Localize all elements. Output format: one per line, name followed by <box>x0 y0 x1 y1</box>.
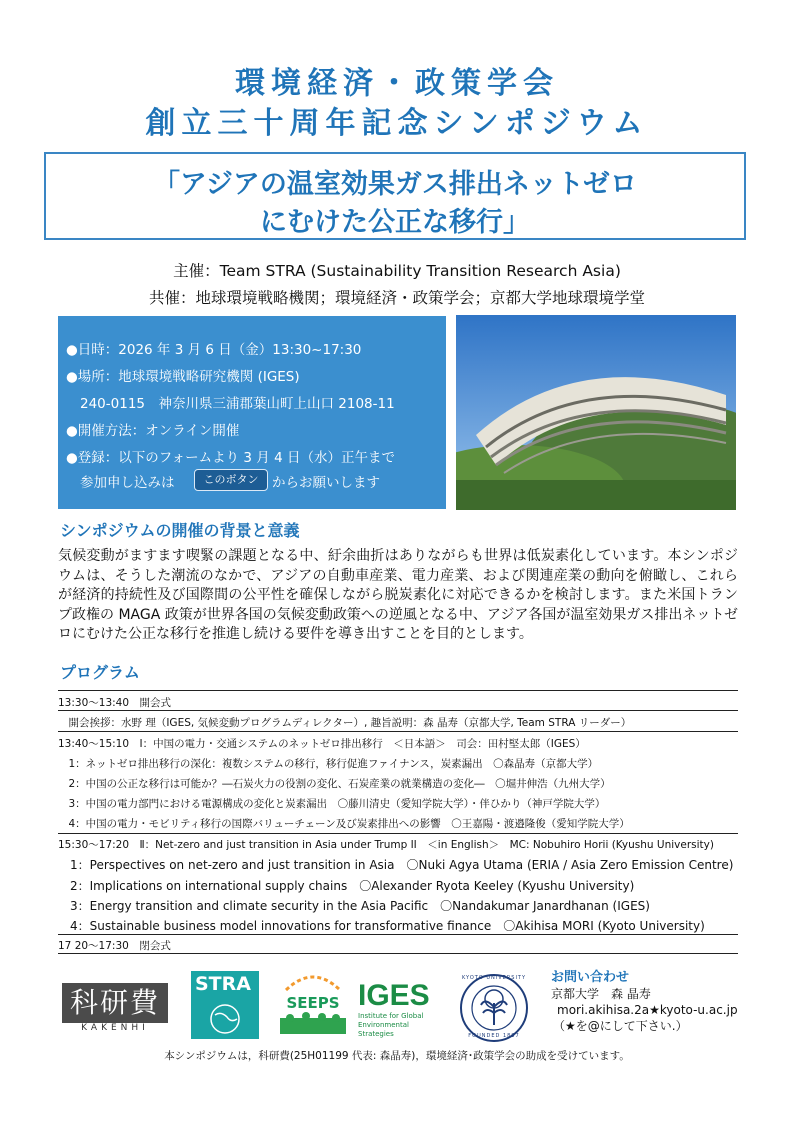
divider <box>58 710 738 711</box>
venue-photo <box>456 315 736 510</box>
page-subtitle: 創立三十周年記念シンポジウム <box>145 106 649 141</box>
kakenhi-logo <box>62 983 168 1035</box>
iges-logo-sub2: Environmental Strategies <box>358 1021 409 1038</box>
background-heading: シンポジウムの開催の背景と意義 <box>60 521 300 540</box>
contact-name: 京都大学 森 晶寿 <box>551 987 651 1001</box>
info-register-pre: 参加申し込みは <box>80 475 175 491</box>
iges-logo-sub1: Institute for Global <box>358 1012 424 1020</box>
theme-box <box>44 152 746 240</box>
contact-block <box>551 970 738 1034</box>
background-text: 気候変動がますます喫緊の課題となる中、紆余曲折はありながらも世界は低炭素化しています。本シンポジウムは、そうした潮流のなかで、アジアの自動車産業、電力産業、および関連産業の動向を俯瞰し、これらが経済的持続性及び国際間の公平性を確保しながら脱炭素化に対応できるかを検討します。また米国トランプ政権の MAGA 政策が世界各国の気候変動政策への逆風となる中、アジア各国が温室効果ガス排出ネットゼロにむけた公正な移行を推進し続ける要件を導き出すことを目的とします。 <box>58 548 738 642</box>
iges-logo-text: IGES <box>358 979 430 1012</box>
theme-line-1: 「アジアの温室効果ガス排出ネットゼロ <box>152 169 638 200</box>
event-info-box <box>58 316 446 509</box>
seeps-logo-text: SEEPS <box>286 994 340 1012</box>
info-register-post: からお願いします <box>272 475 380 491</box>
program-row: 2：Implications on international supply chains 〇Alexander Ryota Keeley (Kyushu University) <box>58 879 635 893</box>
program-row: 1：ネットゼロ排出移行の深化：複数システムの移行，移行促進ファイナンス，炭素漏出 〇森晶寿（京都大学） <box>58 758 599 770</box>
program-row: 3：中国の電力部門における電源構成の変化と炭素漏出 〇藤川清史（愛知学院大学）・伴ひかり（神戸学院大学） <box>58 798 606 810</box>
program-heading: プログラム <box>60 663 140 682</box>
divider <box>58 690 738 691</box>
divider <box>58 934 738 935</box>
program-row: 13:40～15:10 Ⅰ：中国の電力・交通システムのネットゼロ排出移行 ＜日本語＞ 司会：田村堅太郎（IGES） <box>58 738 586 750</box>
seeps-logo <box>276 970 350 1040</box>
organizer: 主催：Team STRA (Sustainability Transition Research Asia) <box>173 262 621 280</box>
page-title: 環境経済・政策学会 <box>235 66 559 101</box>
kyoto-seal-bottom: FOUNDED 1897 <box>468 1033 520 1039</box>
program-row: 15:30～17:20 Ⅱ：Net-zero and just transition in Asia under Trump II ＜in English＞ MC: Nobuhiro Horii (Kyushu University) <box>58 839 714 851</box>
contact-title: お問い合わせ <box>551 970 630 985</box>
program-row: 開会挨拶：水野 理（IGES, 気候変動プログラムディレクター）, 趣旨説明：森 晶寿（京都大学, Team STRA リーダー） <box>58 717 632 729</box>
people-icon <box>276 1012 350 1040</box>
kyoto-seal-top: KYOTO UNIVERSITY <box>461 975 527 981</box>
info-date: ●日時：2026 年 3 月 6 日（金）13:30~17:30 <box>66 342 362 358</box>
contact-email[interactable]: mori.akihisa.2a★kyoto-u.ac.jp <box>557 1003 738 1017</box>
program-row: 17 20～17:30 閉会式 <box>58 940 171 952</box>
kakenhi-logo-sub: KAKENHI <box>81 1023 149 1033</box>
program-row: 4：Sustainable business model innovations for transformative finance 〇Akihisa MORI (Kyoto University) <box>58 919 705 933</box>
program-row: 4：中国の電力・モビリティ移行の国際バリューチェーン及び炭素排出への影響 〇王嘉陽・渡邉隆俊（愛知学院大学） <box>58 818 630 830</box>
globe-icon <box>191 997 259 1037</box>
theme-line-2: にむけた公正な移行」 <box>260 207 530 238</box>
info-method: ●開催方法：オンライン開催 <box>66 423 240 439</box>
footer-note: 本シンポジウムは，科研費(25H01199 代表: 森晶寿)，環境経済･政策学会の助成を受けています。 <box>164 1050 630 1062</box>
kyoto-university-logo <box>459 973 529 1043</box>
program-row: 1：Perspectives on net-zero and just transition in Asia 〇Nuki Agya Utama (ERIA / Asia Zero Emission Centre) <box>58 858 734 872</box>
register-button[interactable]: このボタン <box>194 469 268 491</box>
info-place: ●場所：地球環境戦略研究機関 (IGES) <box>66 369 300 385</box>
program-row: 13:30～13:40 開会式 <box>58 697 172 709</box>
iges-logo <box>358 980 444 1040</box>
info-register: ●登録：以下のフォームより 3 月 4 日（水）正午まで <box>66 450 395 466</box>
stra-logo-text: STRA <box>195 973 251 995</box>
program-row: 3：Energy transition and climate security in the Asia Pacific 〇Nandakumar Janardhanan (IGES) <box>58 899 650 913</box>
program-row: 2：中国の公正な移行は可能か？―石炭火力の役割の変化、石炭産業の就業構造の変化― 〇堀井伸浩（九州大学） <box>58 778 611 790</box>
stra-logo <box>191 971 259 1039</box>
contact-note: （★を@にして下さい.） <box>553 1019 688 1033</box>
divider <box>58 833 738 834</box>
divider <box>58 731 738 732</box>
divider <box>58 953 738 954</box>
sun-icon <box>276 970 350 992</box>
kakenhi-logo-main: 科研費 <box>62 983 168 1023</box>
info-address: 240-0115 神奈川県三浦郡葉山町上山口 2108-11 <box>80 396 395 412</box>
coorganizer: 共催：地球環境戦略機関；環境経済・政策学会；京都大学地球環境学堂 <box>148 289 645 307</box>
